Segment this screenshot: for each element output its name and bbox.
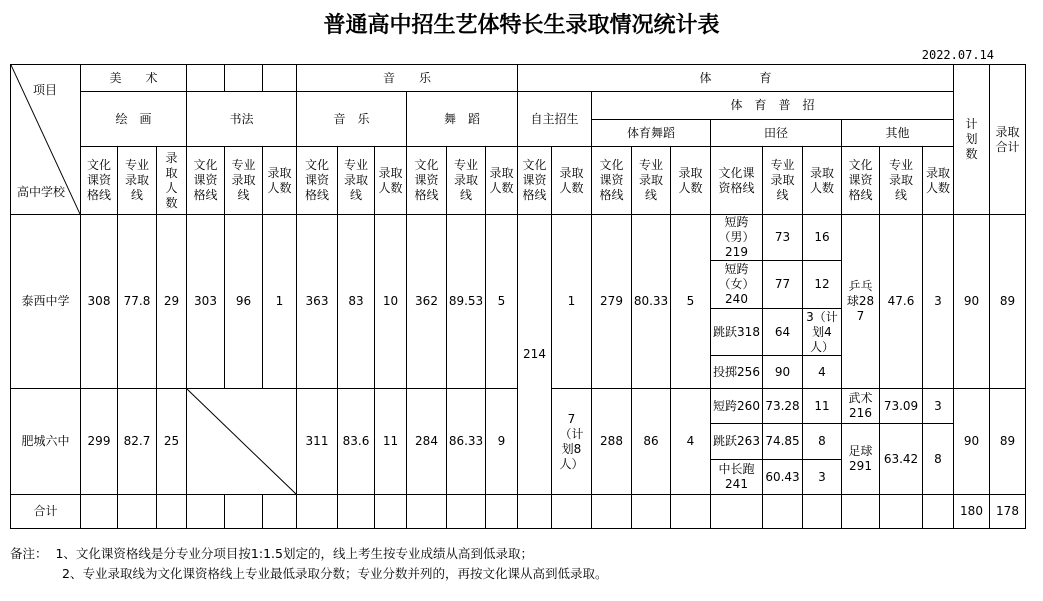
table-cell: 279 — [592, 215, 632, 389]
table-cell — [880, 495, 923, 529]
zhuanye-col: 专业录取线 — [632, 147, 671, 215]
table-cell: 89 — [990, 215, 1026, 389]
table-cell: 86.33 — [447, 389, 486, 495]
table-cell — [297, 495, 338, 529]
table-cell: 12 — [803, 261, 842, 309]
tiyu-group-header: 体 育 — [518, 65, 954, 92]
table-cell: 89 — [990, 389, 1026, 495]
renshu-col: 录取人数 — [803, 147, 842, 215]
table-cell: 5 — [486, 215, 518, 389]
blank-header — [225, 65, 263, 92]
event-cell: 中长跑241 — [711, 460, 763, 495]
zizhu-header: 自主招生 — [518, 92, 592, 147]
total-admit: 178 — [990, 495, 1026, 529]
huihua-header: 绘 画 — [81, 92, 187, 147]
table-cell: 288 — [592, 389, 632, 495]
meishu-header: 美 术 — [81, 65, 187, 92]
table-cell — [842, 495, 880, 529]
table-cell — [338, 495, 375, 529]
table-cell: 8 — [923, 424, 954, 495]
table-cell: 86 — [632, 389, 671, 495]
zhuanye-col: 专业录取线 — [225, 147, 263, 215]
table-cell: 5 — [671, 215, 711, 389]
table-cell: 11 — [803, 389, 842, 424]
table-cell: 10 — [375, 215, 407, 389]
table-cell: 1 — [552, 215, 592, 389]
zhuanye-col: 专业录取线 — [880, 147, 923, 215]
tiyu-wudao-header: 体育舞蹈 — [592, 120, 711, 147]
table-cell: 9 — [486, 389, 518, 495]
event-cell: 短跨（男）219 — [711, 215, 763, 261]
zizhu-wenhua-cell: 214 — [518, 215, 552, 495]
table-cell: 16 — [803, 215, 842, 261]
table-cell: 60.43 — [763, 460, 803, 495]
table-cell: 11 — [375, 389, 407, 495]
table-cell: 1 — [263, 215, 297, 389]
table-cell: 25 — [157, 389, 187, 495]
table-cell — [923, 495, 954, 529]
tianjing-header: 田径 — [711, 120, 842, 147]
total-admit-header: 录取合计 — [990, 65, 1026, 215]
table-cell: 74.85 — [763, 424, 803, 460]
blank-header — [187, 65, 225, 92]
table-cell: 73.28 — [763, 389, 803, 424]
table-cell: 47.6 — [880, 215, 923, 389]
table-cell: 82.7 — [118, 389, 157, 495]
table-cell: 4 — [671, 389, 711, 495]
table-cell — [763, 495, 803, 529]
table-cell: 362 — [407, 215, 447, 389]
table-cell: 83.6 — [338, 389, 375, 495]
table-cell — [157, 495, 187, 529]
shufa-empty-cell — [187, 389, 297, 495]
table-cell: 3（计划4人） — [803, 309, 842, 356]
wenhua-col: 文化课资格线 — [592, 147, 632, 215]
table-cell — [118, 495, 157, 529]
table-cell — [81, 495, 118, 529]
zhuanye-col: 专业录取线 — [763, 147, 803, 215]
zhuanye-col: 专业录取线 — [447, 147, 486, 215]
shufa-header: 书法 — [187, 92, 297, 147]
blank-header — [263, 65, 297, 92]
table-cell: 90 — [763, 356, 803, 389]
notes — [10, 544, 607, 584]
school-name: 肥城六中 — [11, 389, 81, 495]
tiyu-puzhao-header: 体 育 普 招 — [592, 92, 954, 120]
table-cell — [803, 495, 842, 529]
event-cell: 武术216 — [842, 389, 880, 424]
table-cell — [632, 495, 671, 529]
corner-top-label: 项目 — [33, 83, 58, 97]
qita-header: 其他 — [842, 120, 954, 147]
event-cell: 短跨260 — [711, 389, 763, 424]
table-cell: 73 — [763, 215, 803, 261]
table-cell: 311 — [297, 389, 338, 495]
table-cell: 4 — [803, 356, 842, 389]
zhuanye-col: 专业录取线 — [118, 147, 157, 215]
wenhua-col: 文化课资格线 — [297, 147, 338, 215]
table-cell: 96 — [225, 215, 263, 389]
renshu-col: 录取人数 — [671, 147, 711, 215]
plan-header: 计划数 — [954, 65, 990, 215]
wenhua-col: 文化课资格线 — [187, 147, 225, 215]
renshu-col: 录取人数 — [923, 147, 954, 215]
note-2: 2、专业录取线为文化课资格线上专业最低录取分数；专业分数并列的，再按文化课从高到低录取。 — [62, 566, 608, 581]
table-cell — [263, 495, 297, 529]
table-cell: 73.09 — [880, 389, 923, 424]
corner-bottom-label: 高中学校 — [17, 185, 66, 199]
event-cell: 投掷256 — [711, 356, 763, 389]
wenhua-col: 文化课资格线 — [842, 147, 880, 215]
table-cell: 80.33 — [632, 215, 671, 389]
wenhua-col: 文化课资格线 — [518, 147, 552, 215]
total-label: 合计 — [11, 495, 81, 529]
table-cell: 3 — [923, 215, 954, 389]
page-title: 普通高中招生艺体特长生录取情况统计表 — [323, 12, 720, 38]
table-cell: 299 — [81, 389, 118, 495]
total-plan: 180 — [954, 495, 990, 529]
renshu-col: 录取人数 — [375, 147, 407, 215]
table-cell — [552, 495, 592, 529]
table-cell: 7（计划8人） — [552, 389, 592, 495]
table-cell — [407, 495, 447, 529]
table-cell: 308 — [81, 215, 118, 389]
renshu-col: 录取人数 — [157, 147, 187, 215]
table-cell: 3 — [803, 460, 842, 495]
wudao-header: 舞 蹈 — [407, 92, 518, 147]
table-cell: 77 — [763, 261, 803, 309]
table-cell — [711, 495, 763, 529]
table-cell: 89.53 — [447, 215, 486, 389]
corner-header — [11, 65, 81, 215]
renshu-col: 录取人数 — [552, 147, 592, 215]
renshu-col: 录取人数 — [263, 147, 297, 215]
table-cell: 3 — [923, 389, 954, 424]
table-cell: 284 — [407, 389, 447, 495]
event-cell: 跳跃263 — [711, 424, 763, 460]
school-name: 泰西中学 — [11, 215, 81, 389]
event-cell: 跳跃318 — [711, 309, 763, 356]
zhuanye-col: 专业录取线 — [338, 147, 375, 215]
renshu-col: 录取人数 — [486, 147, 518, 215]
table-cell — [187, 495, 225, 529]
table-cell — [375, 495, 407, 529]
wenhua-col: 文化课资格线 — [407, 147, 447, 215]
table-cell: 77.8 — [118, 215, 157, 389]
table-cell: 29 — [157, 215, 187, 389]
event-cell: 足球291 — [842, 424, 880, 495]
note-1: 1、文化课资格线是分专业分项目按1:1.5划定的，线上考生按专业成绩从高到低录取； — [55, 546, 533, 561]
report-date: 2022.07.14 — [921, 48, 994, 62]
yinyue-group-header: 音 乐 — [297, 65, 518, 92]
table-cell: 90 — [954, 389, 990, 495]
table-cell — [518, 495, 552, 529]
admission-table — [10, 64, 1026, 529]
table-cell: 8 — [803, 424, 842, 460]
wenhua-col: 文化课资格线 — [711, 147, 763, 215]
table-cell: 90 — [954, 215, 990, 389]
table-cell: 83 — [338, 215, 375, 389]
yinyue-header: 音 乐 — [297, 92, 407, 147]
event-cell: 乒乓球287 — [842, 215, 880, 389]
table-cell: 64 — [763, 309, 803, 356]
table-cell: 63.42 — [880, 424, 923, 495]
table-cell — [671, 495, 711, 529]
wenhua-col: 文化课资格线 — [81, 147, 118, 215]
table-cell — [447, 495, 486, 529]
event-cell: 短跨（女）240 — [711, 261, 763, 309]
notes-label: 备注： — [10, 546, 48, 561]
table-cell: 363 — [297, 215, 338, 389]
table-cell — [592, 495, 632, 529]
table-cell — [486, 495, 518, 529]
table-cell — [225, 495, 263, 529]
table-cell: 303 — [187, 215, 225, 389]
